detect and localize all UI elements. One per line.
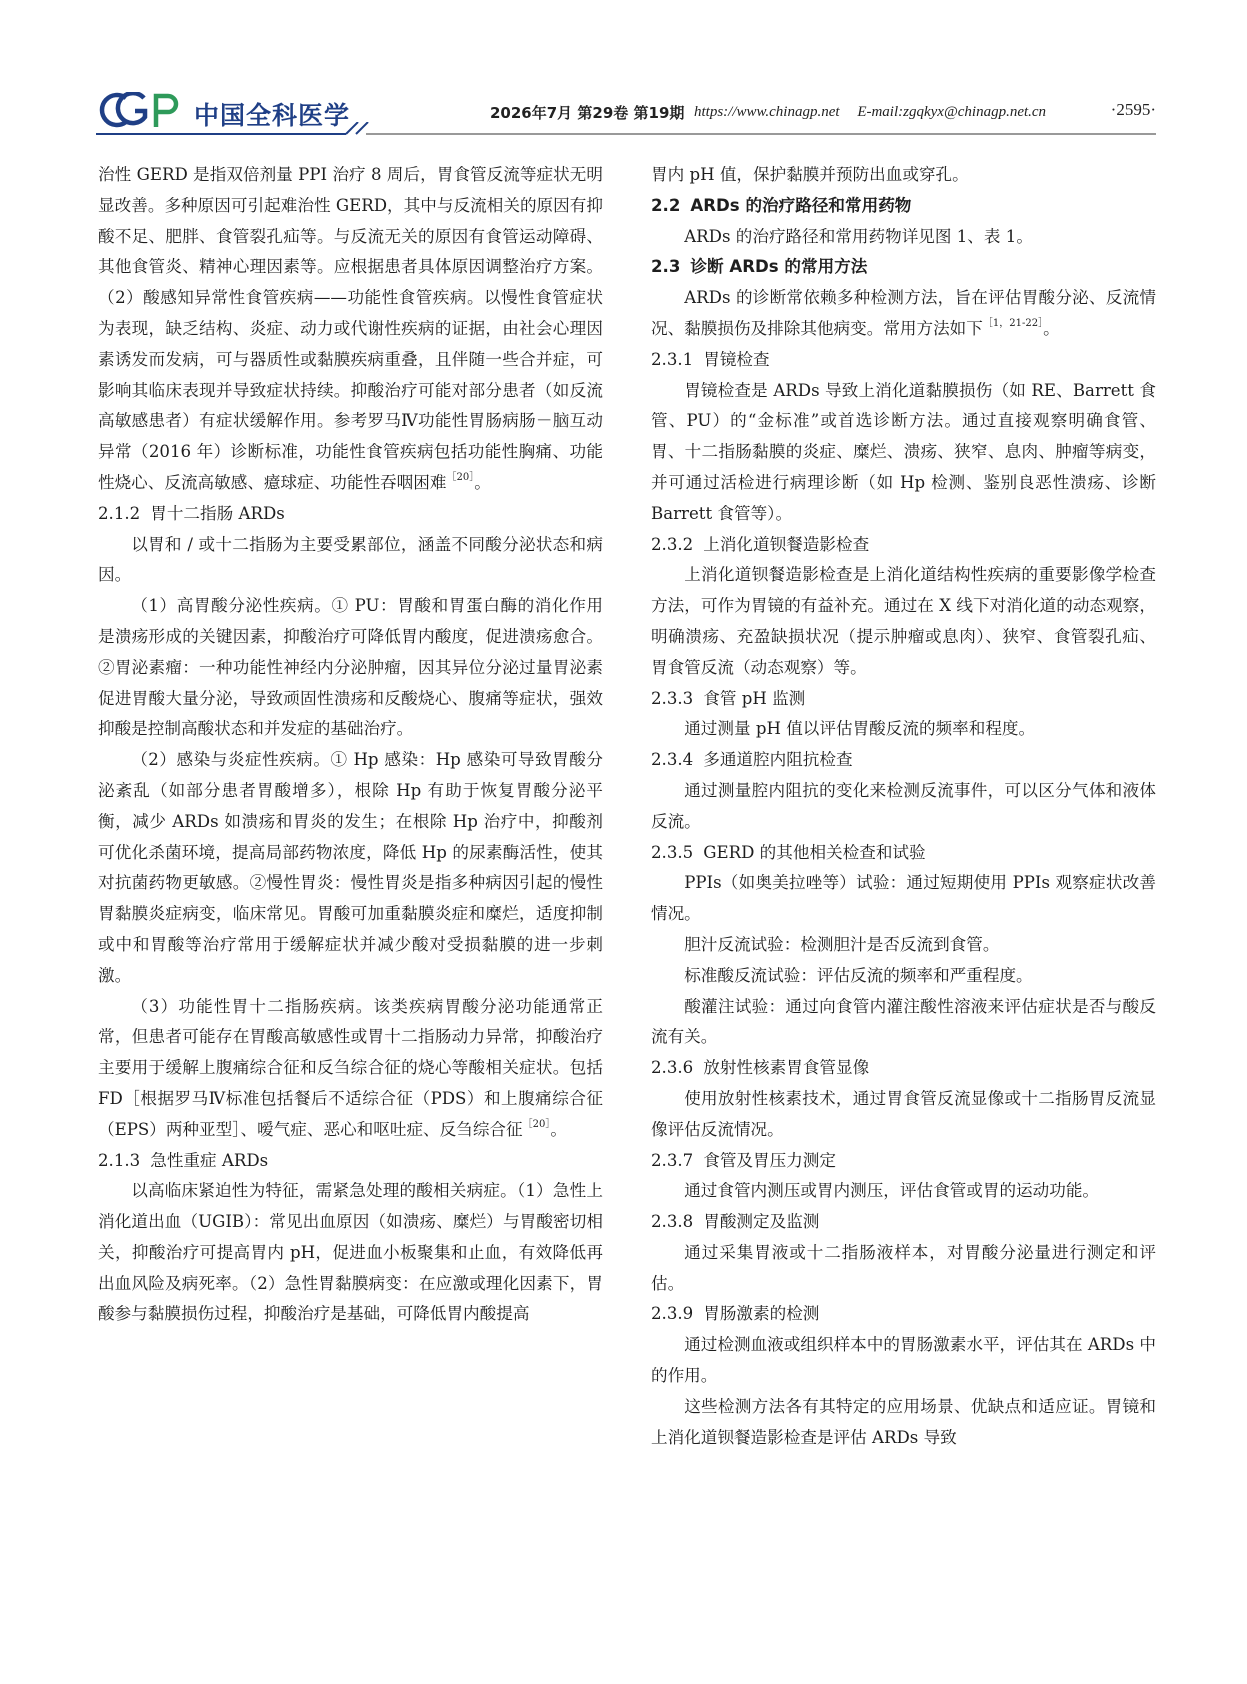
paragraph: 胆汁反流试验：检测胆汁是否反流到食管。 <box>684 934 1000 954</box>
paragraph: 通过测量腔内阻抗的变化来检测反流事件，可以区分气体和液体反流。 <box>651 780 1156 831</box>
section-heading-2-3-4: 2.3.4 多通道腔内阻抗检查 <box>651 750 853 770</box>
citation[interactable]: ［20］ <box>522 1118 551 1130</box>
contact-info <box>694 104 1046 121</box>
right-column <box>651 160 1156 1453</box>
header-rule <box>96 122 1156 136</box>
section-heading-2-1-2: 2.1.2 胃十二指肠 ARDs <box>98 503 285 523</box>
paragraph: 这些检测方法各有其特定的应用场景、优缺点和适应证。胃镜和上消化道钡餐造影检查是评估 ARDs 导致 <box>651 1396 1156 1447</box>
paragraph: 胃镜检查是 ARDs 导致上消化道黏膜损伤（如 RE、Barrett 食管、PU）的“金标准”或首选诊断方法。通过直接观察明确食管、胃、十二指肠黏膜的炎症、糜烂、溃疡、狭窄、息肉、肿瘤等病变，并可通过活检进行病理诊断（如 Hp 检测、鉴别良恶性溃疡、诊断 Barrett 食管等）。 <box>651 380 1156 523</box>
section-heading-2-3-8: 2.3.8 胃酸测定及监测 <box>651 1212 820 1232</box>
section-heading-2-2: 2.2 ARDs 的治疗路径和常用药物 <box>651 195 912 215</box>
issue-info: 2026年7月 第29卷 第19期 <box>490 104 685 122</box>
paragraph: 通过检测血液或组织样本中的胃肠激素水平，评估其在 ARDs 中的作用。 <box>651 1335 1156 1386</box>
paragraph: 通过测量 pH 值以评估胃酸反流的频率和程度。 <box>684 719 1036 739</box>
citation[interactable]: ［20］ <box>446 471 475 483</box>
paragraph: 使用放射性核素技术，通过胃食管反流显像或十二指肠胃反流显像评估反流情况。 <box>651 1088 1156 1139</box>
section-heading-2-3: 2.3 诊断 ARDs 的常用方法 <box>651 257 868 277</box>
paragraph: （1）高胃酸分泌性疾病。① PU：胃酸和胃蛋白酶的消化作用是溃疡形成的关键因素，抑酸治疗可降低胃内酸度，促进溃疡愈合。②胃泌素瘤：一种功能性神经内分泌肿瘤，因其异位分泌过量胃泌素促进胃酸大量分泌，导致顽固性溃疡和反酸烧心、腹痛等症状，强效抑酸是控制高酸状态和并发症的基础治疗。 <box>98 596 603 739</box>
paragraph: （2）感染与炎症性疾病。① Hp 感染：Hp 感染可导致胃酸分泌紊乱（如部分患者胃酸增多），根除 Hp 有助于恢复胃酸分泌平衡，减少 ARDs 如溃疡和胃炎的发生；在根除 Hp 治疗中，抑酸剂可优化杀菌环境，提高局部药物浓度，降低 Hp 的尿素酶活性，使其对抗菌药物更敏感。②慢性胃炎：慢性胃炎是指多种病因引起的慢性胃黏膜炎症病变，临床常见。胃酸可加重黏膜炎症和糜烂，适度抑制或中和胃酸等治疗常用于缓解症状并减少酸对受损黏膜的进一步刺激。 <box>98 750 603 985</box>
paragraph: PPIs（如奥美拉唑等）试验：通过短期使用 PPIs 观察症状改善情况。 <box>651 873 1156 924</box>
paragraph: 胃内 pH 值，保护黏膜并预防出血或穿孔。 <box>651 165 969 184</box>
left-column <box>98 160 603 1330</box>
section-heading-2-3-6: 2.3.6 放射性核素胃食管显像 <box>651 1058 870 1078</box>
paragraph: 标准酸反流试验：评估反流的频率和严重程度。 <box>684 965 1033 985</box>
page-number: ·2595· <box>1110 100 1156 119</box>
email-link[interactable]: E-mail:zgqkyx@chinagp.net.cn <box>857 104 1047 120</box>
paragraph: 通过采集胃液或十二指肠液样本，对胃酸分泌量进行测定和评估。 <box>651 1242 1156 1293</box>
paragraph: 上消化道钡餐造影检查是上消化道结构性疾病的重要影像学检查方法，可作为胃镜的有益补充。通过在 X 线下对消化道的动态观察，明确溃疡、充盈缺损状况（提示肿瘤或息肉）、狭窄、食管裂孔疝、胃食管反流（动态观察）等。 <box>651 565 1156 677</box>
journal-name: 中国全科医学 <box>194 101 351 130</box>
paragraph: 酸灌注试验：通过向食管内灌注酸性溶液来评估症状是否与酸反流有关。 <box>651 996 1156 1047</box>
section-heading-2-3-7: 2.3.7 食管及胃压力测定 <box>651 1150 836 1170</box>
section-heading-2-3-3: 2.3.3 食管 pH 监测 <box>651 688 806 708</box>
paragraph: ARDs 的诊断常依赖多种检测方法，旨在评估胃酸分泌、反流情况、黏膜损伤及排除其他病变。常用方法如下$^{[1,21-22]}$。 <box>651 288 1156 338</box>
section-heading-2-1-3: 2.1.3 急性重症 ARDs <box>98 1150 269 1170</box>
website-link[interactable]: https://www.chinagp.net <box>694 104 840 120</box>
section-heading-2-3-5: 2.3.5 GERD 的其他相关检查和试验 <box>651 842 926 862</box>
section-heading-2-3-1: 2.3.1 胃镜检查 <box>651 349 770 369</box>
paragraph: 以高临床紧迫性为特征，需紧急处理的酸相关病症。（1）急性上消化道出血（UGIB）：常见出血原因（如溃疡、糜烂）与胃酸密切相关，抑酸治疗可提高胃内 pH，促进血小板聚集和止血，有效降低再出血风险及病死率。（2）急性胃黏膜病变：在应激或理化因素下，胃酸参与黏膜损伤过程，抑酸治疗是基础，可降低胃内酸提高 <box>98 1181 603 1324</box>
section-heading-2-3-2: 2.3.2 上消化道钡餐造影检查 <box>651 534 870 554</box>
paragraph: ARDs 的治疗路径和常用药物详见图 1、表 1。 <box>684 226 1033 246</box>
paragraph: （3）功能性胃十二指肠疾病。该类疾病胃酸分泌功能通常正常，但患者可能存在胃酸高敏感性或胃十二指肠动力异常，抑酸治疗主要用于缓解上腹痛综合征和反刍综合征的烧心等酸相关症状。包括 FD［根据罗马Ⅳ标准包括餐后不适综合征（PDS）和上腹痛综合征（EPS）两种亚型］、嗳气症、恶心和呕吐症、反刍综合征$^{[20]}$。 <box>98 996 603 1139</box>
citation[interactable]: ［1，21-22］ <box>982 317 1044 329</box>
page-header <box>96 92 1156 136</box>
paragraph: 通过食管内测压或胃内测压，评估食管或胃的运动功能。 <box>684 1181 1100 1201</box>
paragraph: 以胃和 / 或十二指肠为主要受累部位，涵盖不同酸分泌状态和病因。 <box>98 534 603 585</box>
section-heading-2-3-9: 2.3.9 胃肠激素的检测 <box>651 1304 820 1324</box>
paragraph: 治性 GERD 是指双倍剂量 PPI 治疗 8 周后，胃食管反流等症状无明显改善。多种原因可引起难治性 GERD，其中与反流相关的原因有抑酸不足、肥胖、食管裂孔疝等。与反流无关的原因有食管运动障碍、其他食管炎、精神心理因素等。应根据患者具体原因调整治疗方案。（2）酸感知异常性食管疾病——功能性食管疾病。以慢性食管症状为表现，缺乏结构、炎症、动力或代谢性疾病的证据，由社会心理因素诱发而发病，可与器质性或黏膜疾病重叠，且伴随一些合并症，可影响其临床表现并导致症状持续。抑酸治疗可能对部分患者（如反流高敏感患者）有症状缓解作用。参考罗马Ⅳ功能性胃肠病肠－脑互动异常（2016 年）诊断标准，功能性食管疾病包括功能性胸痛、功能性烧心、反流高敏感、癔球症、功能性吞咽困难$^{[20]}$。 <box>98 165 603 492</box>
